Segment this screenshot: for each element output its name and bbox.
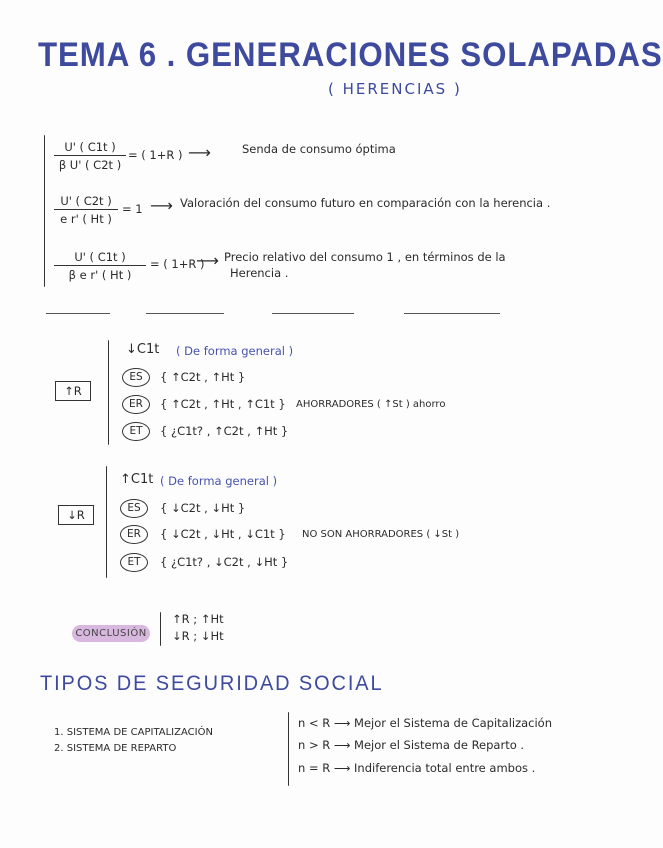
condition-2-numerator: U' ( C2t )	[54, 194, 118, 210]
up-r-er-extra: AHORRADORES ( ↑St ) ahorro	[296, 399, 446, 410]
up-r-es-text: { ↑C2t , ↑Ht }	[160, 370, 246, 384]
system-item-1: 1. SISTEMA DE CAPITALIZACIÓN	[54, 727, 213, 738]
up-r-et-text: { ¿C1t? , ↑C2t , ↑Ht }	[160, 424, 289, 438]
system-item-2: 2. SISTEMA DE REPARTO	[54, 743, 177, 754]
down-r-box: ↓R	[58, 505, 94, 525]
down-r-et-text: { ¿C1t? , ↓C2t , ↓Ht }	[160, 555, 289, 569]
up-r-general-note: ( De forma general )	[176, 344, 294, 358]
up-r-et-tag: ET	[122, 422, 150, 441]
rule-1: n < R ⟶ Mejor el Sistema de Capitalización	[298, 716, 553, 730]
condition-2-text: Valoración del consumo futuro en comparación con la herencia .	[180, 196, 551, 210]
conclusion-line-2: ↓R ; ↓Ht	[172, 629, 224, 643]
condition-3-text-line2: Herencia .	[230, 266, 289, 280]
down-r-es-tag: ES	[120, 499, 148, 518]
down-r-general: ↑C1t	[120, 472, 154, 487]
condition-3-denominator: β e r' ( Ht )	[68, 268, 132, 282]
condition-1-fraction	[54, 140, 126, 172]
down-r-general-note: ( De forma general )	[160, 474, 278, 488]
condition-3-arrow: ⟶	[196, 251, 219, 270]
divider-dash	[272, 313, 354, 314]
condition-2-equals: = 1	[122, 202, 143, 216]
down-r-er-tag: ER	[120, 525, 148, 544]
condition-3-equals: = ( 1+R )	[150, 257, 205, 271]
down-r-er-extra: NO SON AHORRADORES ( ↓St )	[302, 529, 460, 540]
conclusion-brace	[160, 612, 161, 646]
down-r-er-text: { ↓C2t , ↓Ht , ↓C1t }	[160, 527, 286, 541]
divider-dash	[404, 313, 500, 314]
down-r-brace	[106, 466, 107, 578]
condition-1-equals: = ( 1+R )	[128, 148, 183, 162]
condition-1-numerator: U' ( C1t )	[54, 140, 126, 156]
down-r-et-tag: ET	[120, 553, 148, 572]
down-r-es-text: { ↓C2t , ↓Ht }	[160, 501, 246, 515]
up-r-er-tag: ER	[122, 395, 150, 414]
section-2-title: TIPOS DE SEGURIDAD SOCIAL	[40, 672, 384, 695]
page-title: TEMA 6 . GENERACIONES SOLAPADAS	[38, 36, 663, 74]
condition-2-denominator: e r' ( Ht )	[60, 212, 112, 226]
condition-2-fraction	[54, 194, 118, 226]
up-r-general: ↓C1t	[126, 342, 160, 357]
conclusion-line-1: ↑R ; ↑Ht	[172, 612, 224, 626]
rules-brace	[288, 712, 289, 786]
rule-2: n > R ⟶ Mejor el Sistema de Reparto .	[298, 738, 525, 752]
up-r-es-tag: ES	[122, 368, 150, 387]
up-r-er-text: { ↑C2t , ↑Ht , ↑C1t }	[160, 397, 286, 411]
condition-1-text: Senda de consumo óptima	[242, 142, 396, 156]
conclusion-label: CONCLUSIÓN	[72, 625, 150, 642]
divider-dash	[46, 313, 110, 314]
condition-3-fraction	[54, 250, 146, 282]
divider-dash	[146, 313, 224, 314]
condition-1-denominator: β U' ( C2t )	[58, 158, 122, 172]
condition-3-text: Precio relativo del consumo 1 , en términos de la	[224, 250, 506, 264]
up-r-box: ↑R	[55, 381, 91, 401]
condition-2-arrow: ⟶	[150, 196, 173, 215]
condition-1-arrow: ⟶	[188, 143, 211, 162]
condition-3-numerator: U' ( C1t )	[54, 250, 146, 266]
rule-3: n = R ⟶ Indiferencia total entre ambos .	[298, 761, 536, 775]
up-r-brace	[108, 340, 109, 445]
page-subtitle: ( HERENCIAS )	[328, 80, 462, 98]
conditions-brace	[44, 135, 45, 287]
